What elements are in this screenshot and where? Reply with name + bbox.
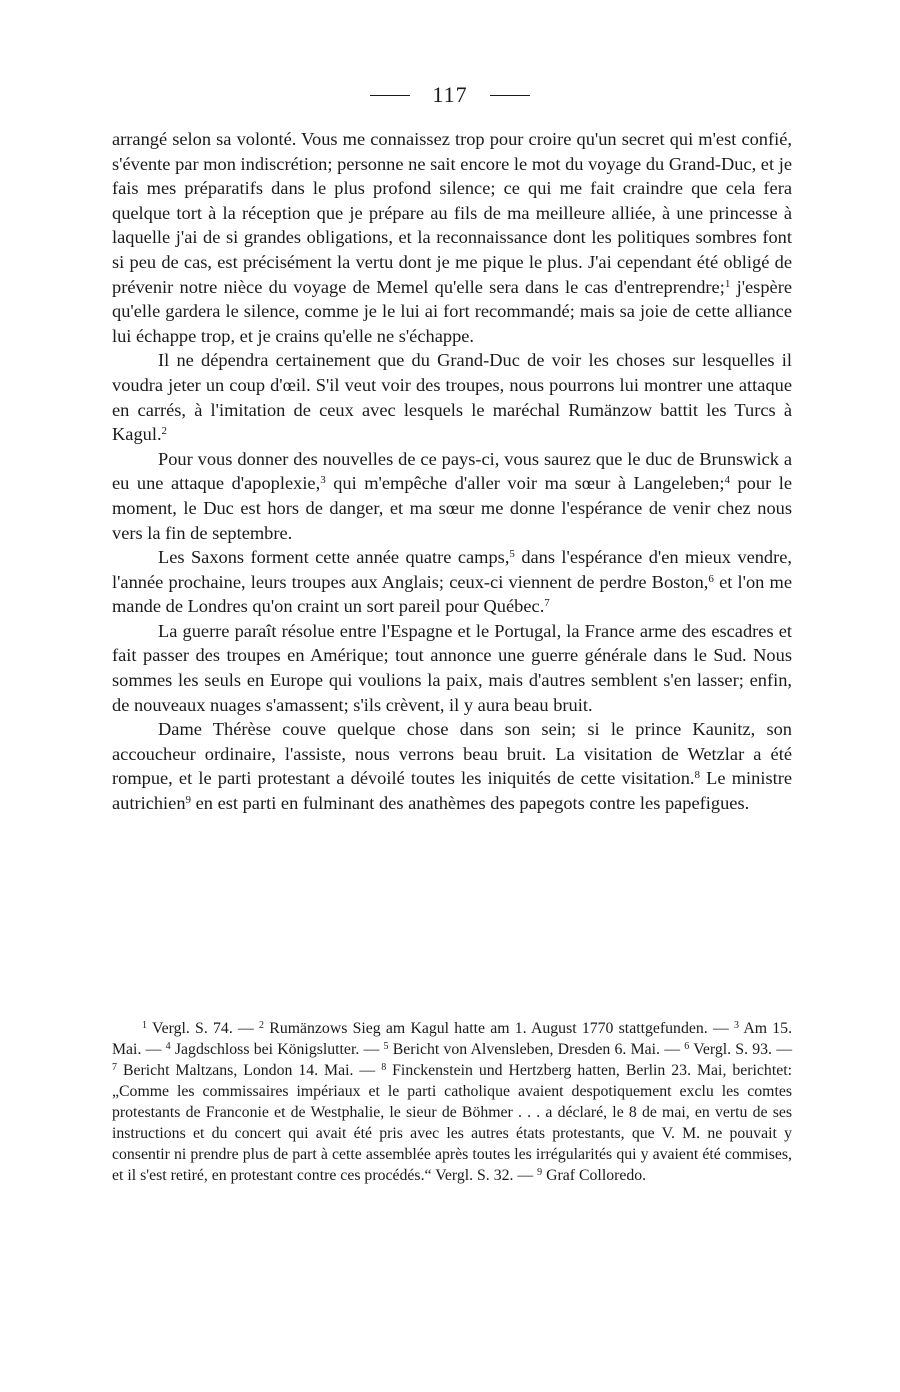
page-number: 117 <box>432 82 468 107</box>
text-run: Am 15. Mai. — <box>112 1020 793 1058</box>
footnote-marker: 9 <box>185 794 192 807</box>
footnote-marker: 9 <box>537 1167 543 1178</box>
text-run: Jagdschloss bei Königslutter. — <box>170 1041 384 1058</box>
page-header <box>0 82 900 108</box>
text-run: Bericht Maltzans, London 14. Mai. — <box>117 1062 382 1079</box>
footnote-marker: 2 <box>161 425 168 438</box>
text-run: Rumänzows Sieg am Kagul hatte am 1. August 1770 stattgefunden. — <box>264 1020 734 1037</box>
paragraph <box>112 619 792 717</box>
header-rule-right <box>490 95 530 96</box>
footnote-marker: 4 <box>165 1041 171 1052</box>
text-run: Finckenstein und Hertzberg hatten, Berlin 23. Mai, berichtet: „Comme les commissaires impériaux et le parti catholique avaient despotiquement exclu les comtes protestants de Franconie et de Westphalie, le sieur de Böhmer . . . a déclaré, le 8 de mai, en vertu de ses instructions et du concert qui avait été pris avec les autres états protestants, que V. M. ne pouvait y consentir ni prendre plus de part à cette assemblée après toutes les irrégularités qui y avaient été commises, et il s'est retiré, en protestant contre ces procédés.“ Vergl. S. 32. — <box>112 1062 793 1184</box>
text-run: Vergl. S. 74. — <box>147 1020 260 1037</box>
paragraph <box>112 545 792 619</box>
footnote-marker: 8 <box>381 1062 387 1073</box>
text-run: La guerre paraît résolue entre l'Espagne et le Portugal, la France arme des escadres et fait passer des troupes en Amérique; tout annonce une guerre générale dans le Sud. Nous sommes les seuls en Europe qui voulions la paix, mais d'autres semblent s'en lasser; enfin, de nouveaux nuages s'amassent; s'ils crèvent, il y aura beau bruit. <box>112 620 792 715</box>
paragraph <box>112 447 792 545</box>
text-run: en est parti en fulminant des anathèmes des papegots contre les papefigues. <box>191 793 750 814</box>
footnote-marker: 7 <box>544 597 550 610</box>
text-run: Bericht von Alvensleben, Dresden 6. Mai. — <box>388 1041 685 1058</box>
footnote-marker: 6 <box>684 1041 690 1052</box>
text-run: Le ministre autrichien <box>112 768 792 814</box>
footnotes <box>112 1018 792 1186</box>
header-rule-left <box>370 95 410 96</box>
footnote-marker: 5 <box>383 1041 389 1052</box>
footnote-marker: 8 <box>694 769 701 782</box>
text-run: Vergl. S. 93. — <box>689 1041 793 1058</box>
text-run: arrangé selon sa volonté. Vous me connaissez trop pour croire qu'un secret qui m'est confié, s'évente par mon indiscrétion; personne ne sait encore le mot du voyage du Grand-Duc, et je fais mes préparatifs dans le plus profond silence; ce qui me fait craindre que cela fera quelque tort à la réception que je prépare au fils de ma meilleure alliée, à une princesse à laquelle j'ai de si grandes obligations, et la reconnaissance dont les politiques sombres font si peu de cas, est précisément la vertu dont je me pique le plus. J'ai cependant été obligé de prévenir notre nièce du voyage de Memel qu'elle sera dans le cas d'entreprendre; <box>112 129 792 297</box>
paragraph <box>112 348 792 446</box>
footnote-marker: 7 <box>112 1062 117 1073</box>
paragraph <box>112 717 792 815</box>
footnote-marker: 1 <box>724 277 731 290</box>
text-run: j'espère qu'elle gardera le silence, comme je le lui ai fort recommandé; mais sa joie de cette alliance lui échappe trop, et je crains qu'elle ne s'échappe. <box>112 276 792 346</box>
text-run: qui m'empêche d'aller voir ma sœur à Langeleben; <box>325 473 725 494</box>
text-run: Les Saxons forment cette année quatre camps, <box>158 547 510 568</box>
text-run: Dame Thérèse couve quelque chose dans son sein; si le prince Kaunitz, son accoucheur ordinaire, l'assiste, nous verrons beau bruit. La visitation de Wetzlar a été rompue, et le parti protestant a dévoilé toutes les iniquités de cette visitation. <box>112 719 792 789</box>
footnote-marker: 3 <box>320 474 326 487</box>
footnote-block <box>112 1018 792 1186</box>
main-text <box>112 127 792 816</box>
text-run: dans l'espérance d'en mieux vendre, l'année prochaine, leurs troupes aux Anglais; ceux-ci viennent de perdre Boston, <box>112 547 793 592</box>
footnote-marker: 4 <box>724 474 730 487</box>
footnote-marker: 1 <box>142 1020 147 1031</box>
footnote-marker: 2 <box>259 1020 265 1031</box>
footnote-marker: 3 <box>733 1020 739 1031</box>
text-run: et l'on me mande de Londres qu'on craint un sort pareil pour Québec. <box>112 571 792 617</box>
text-run: Il ne dépendra certainement que du Grand-Duc de voir les choses sur lesquelles il voudra jeter un coup d'œil. S'il veut voir des troupes, nous pourrons lui montrer une attaque en carrés, à l'imitation de ceux avec lesquels le maréchal Rumänzow battit les Turcs à Kagul. <box>112 350 792 445</box>
footnote-marker: 5 <box>509 548 515 561</box>
text-run: pour le moment, le Duc est hors de danger, et ma sœur me donne l'espérance de venir chez nous vers la fin de septembre. <box>112 473 792 543</box>
footnote-marker: 6 <box>708 572 714 585</box>
text-run: Graf Colloredo. <box>542 1167 647 1184</box>
text-run: Pour vous donner des nouvelles de ce pays-ci, vous saurez que le duc de Brunswick a eu une attaque d'apoplexie, <box>112 448 792 494</box>
paragraph <box>112 127 792 348</box>
